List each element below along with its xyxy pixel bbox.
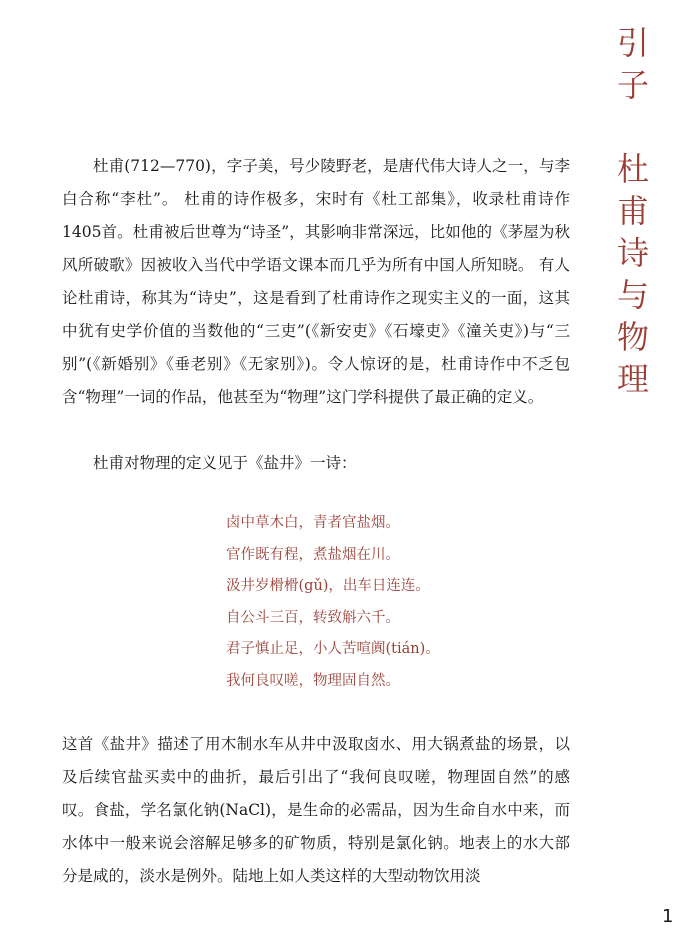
title-char: 诗: [616, 234, 649, 272]
chapter-title-prefix: [613, 22, 653, 106]
title-char: 与: [616, 276, 649, 314]
title-char: 杜: [616, 150, 649, 188]
poem-yanjing: [226, 508, 546, 697]
title-char: 子: [616, 66, 649, 104]
page-number: 1: [662, 906, 674, 927]
title-char: 引: [616, 24, 649, 62]
paragraph-intro: 杜甫(712—770)，字子美，号少陵野老，是唐代伟大诗人之一，与李白合称“李杜”。 杜甫的诗作极多，宋时有《杜工部集》，收录杜甫诗作1405首。杜甫被后世尊为“诗圣”，其影响非常深远，比如他的《茅屋为秋风所破歌》因被收入当代中学语文课本而几乎为所有中国人所知晓。 有人论杜甫诗，称其为“诗史”，这是看到了杜甫诗作之现实主义的一面，这其中犹有史学价值的当数他的“三吏”(《新安吏》《石壕吏》《潼关吏》)与“三别”(《新婚别》《垂老别》《无家别》)。令人惊讶的是，杜甫诗作中不乏包含“物理”一词的作品，他甚至为“物理”这门学科提供了最正确的定义。: [62, 157, 570, 406]
poem-line: 君子慎止足，小人苦喧阗(tián)。: [226, 641, 440, 657]
paragraph-explanation: 这首《盐井》描述了用木制水车从井中汲取卤水、用大锅煮盐的场景，以及后续官盐买卖中的曲折，最后引出了“我何良叹嗟，物理固自然”的感叹。食盐，学名氯化钠(NaCl)，是生命的必需品，因为生命自水中来，而水体中一般来说会溶解足够多的矿物质，特别是氯化钠。地表上的水大部分是咸的，淡水是例外。陆地上如人类这样的大型动物饮用淡: [62, 735, 570, 885]
poem-line: 卤中草木白，青者官盐烟。: [226, 515, 400, 531]
chapter-title: [613, 22, 653, 400]
title-char: 物: [616, 318, 649, 356]
title-gap: [613, 106, 653, 148]
title-char: 理: [616, 360, 649, 398]
poem-line: 官作既有程，煮盐烟在川。: [226, 546, 400, 563]
poem-line: 自公斗三百，转致斛六千。: [226, 609, 400, 626]
poem-line: 我何良叹嗟，物理固自然。: [226, 672, 400, 689]
paragraph-poem-lead: 杜甫对物理的定义见于《盐井》一诗：: [93, 454, 357, 472]
poem-line: 汲井岁榾榾(gǔ)，出车日连连。: [226, 578, 430, 594]
title-char: 甫: [616, 192, 649, 230]
chapter-title-main: [613, 148, 653, 400]
